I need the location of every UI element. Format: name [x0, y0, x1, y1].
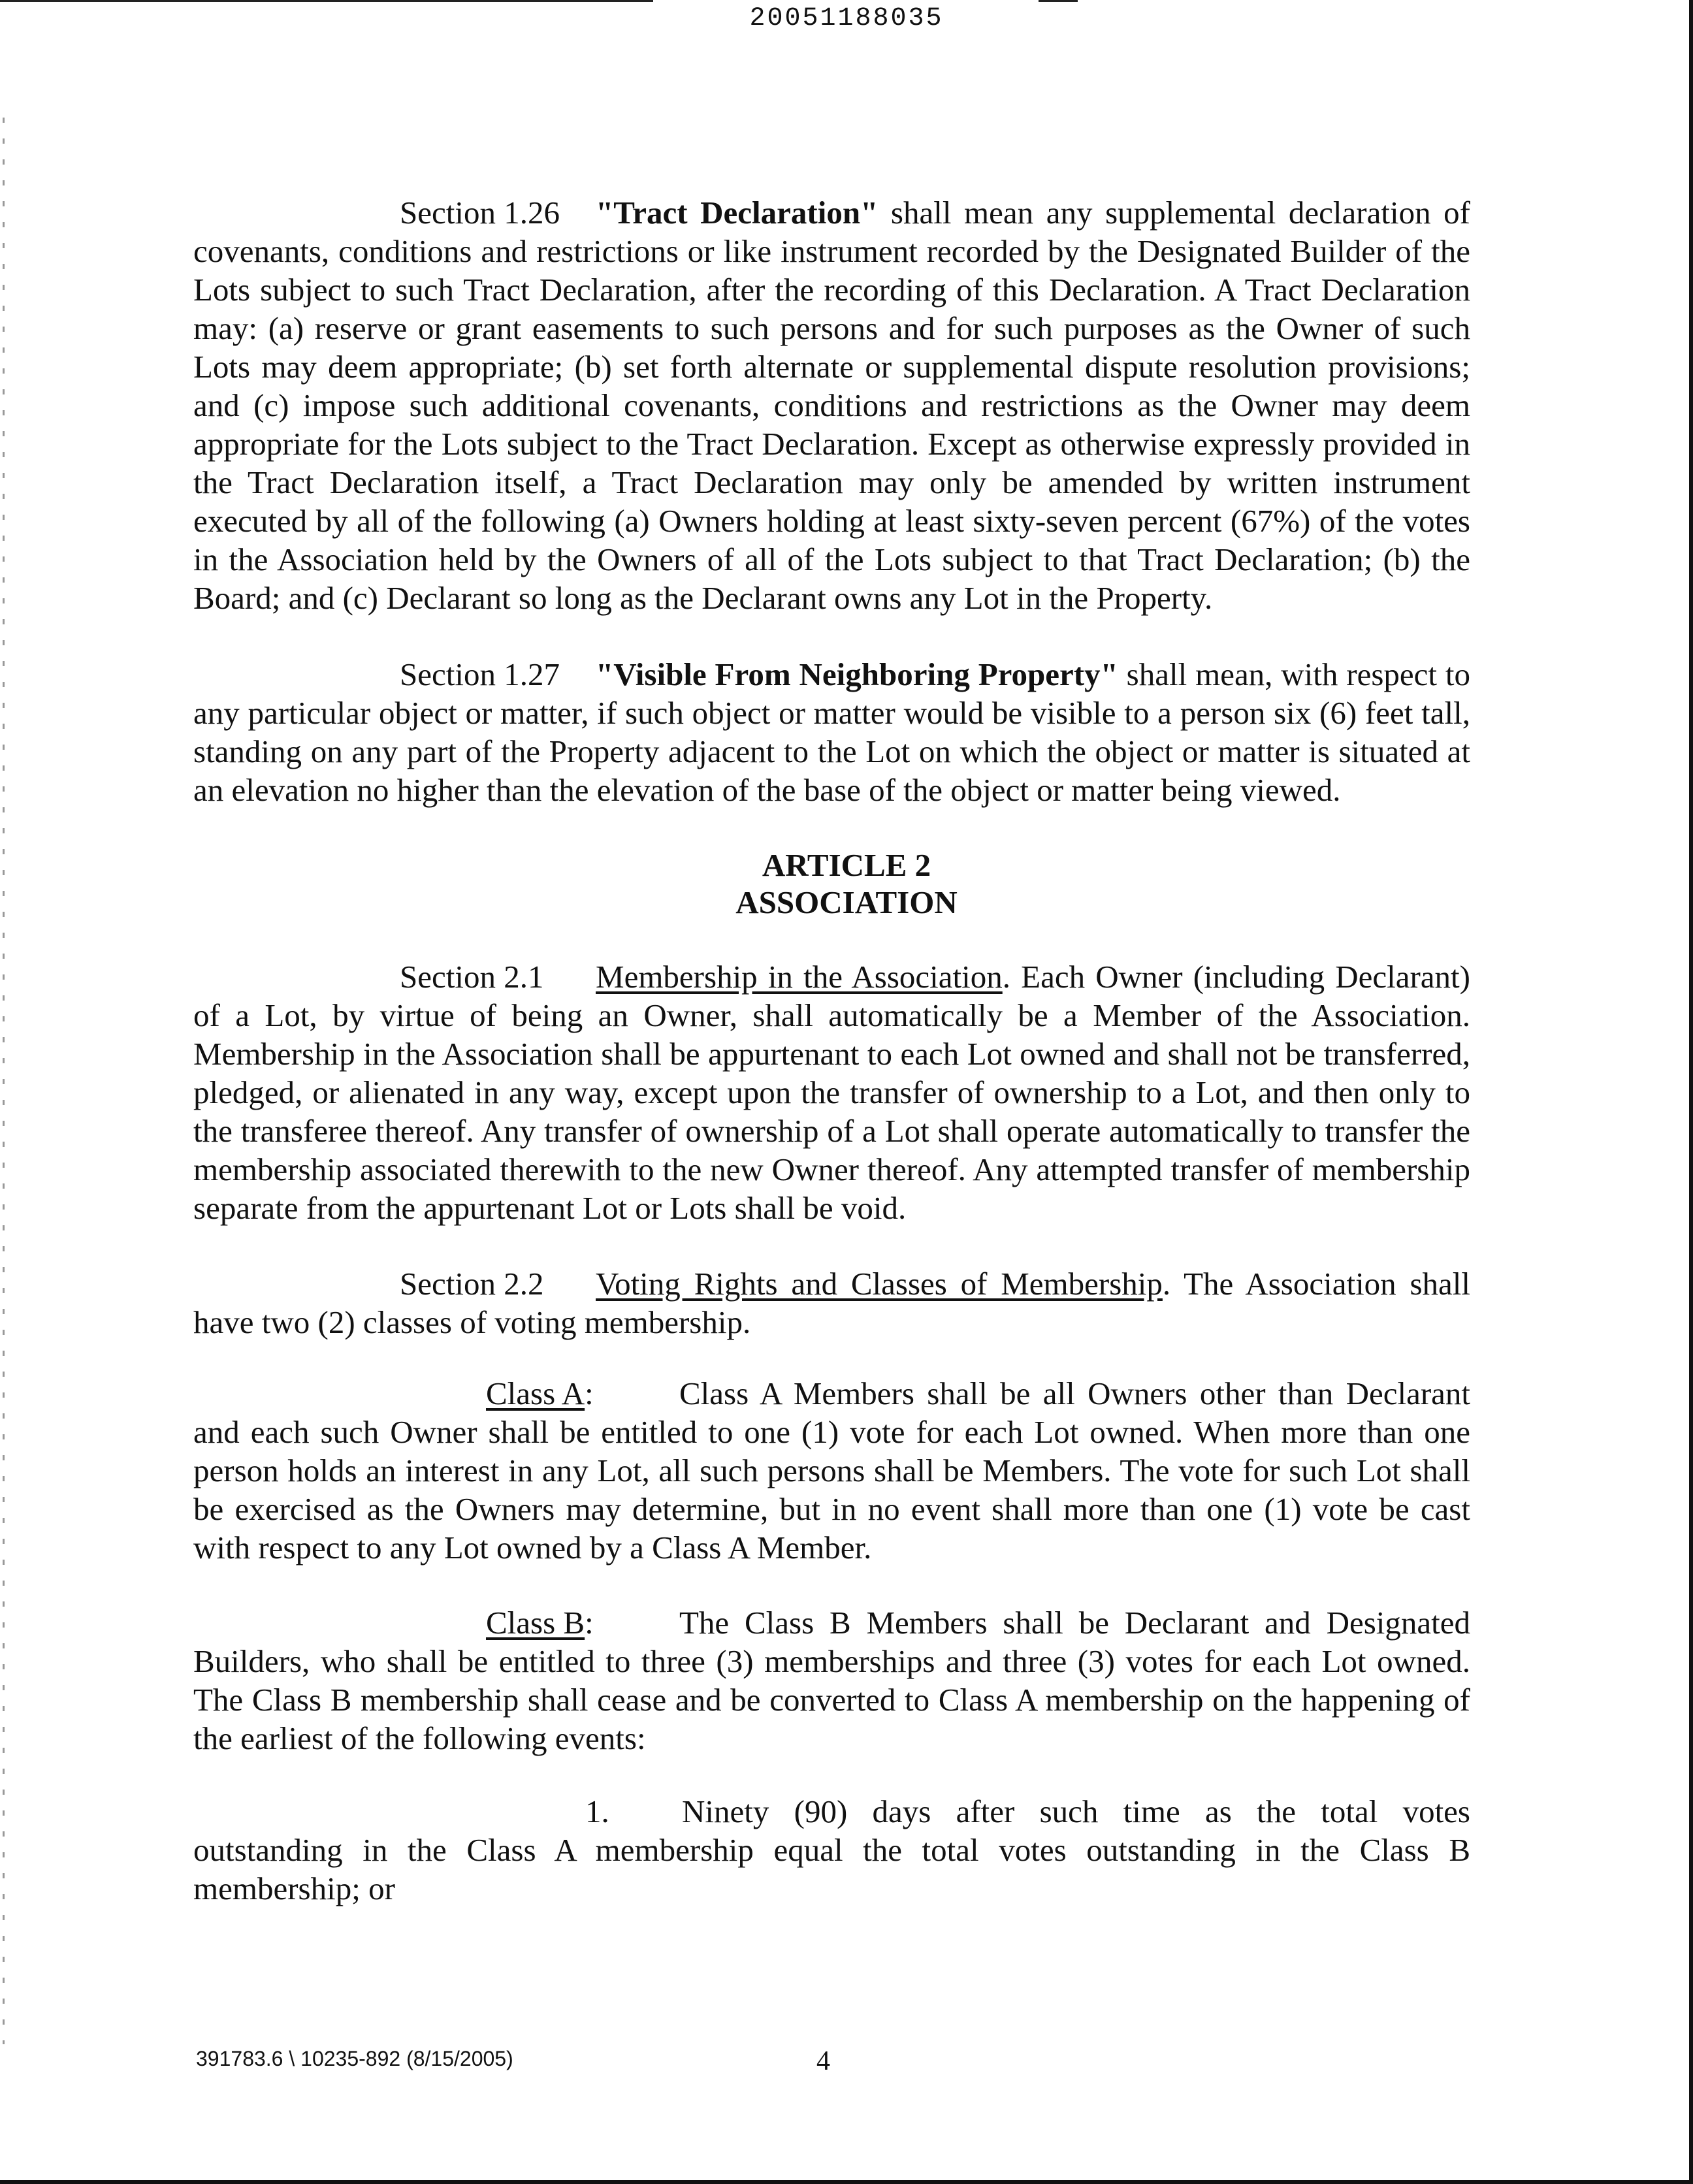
section-text: . The Association shall have two (2) classes of voting membership. — [193, 1266, 1471, 1340]
article-heading — [0, 846, 1693, 921]
section-label: Section 1.27 — [400, 656, 560, 692]
class-text: The Class B Members shall be Declarant and Designated Builders, who shall be entitled to three (3) memberships and three (3) votes for each Lot owned. The Class B membership shall cease and be converted to Class A membership on the happening of the earliest of the following events: — [193, 1605, 1470, 1756]
article-title: ASSOCIATION — [735, 884, 958, 920]
section-1-27 — [193, 655, 1470, 809]
section-text: shall mean any supplemental declaration of covenants, conditions and restrictions or like instrument recorded by the Designated Builder of the Lots subject to such Tract Declaration, after the recording of this Declaration. A Tract Declaration may: (a) reserve or grant easements to such persons and for such purposes as the Owner of such Lots may deem appropriate; (b) set forth alternate or supplemental dispute resolution provisions; and (c) impose such additional covenants, conditions and restrictions as the Owner may deem appropriate for the Lots subject to the Tract Declaration. Except as otherwise expressly provided in the Tract Declaration itself, a Tract Declaration may only be amended by written instrument executed by all of the following (a) Owners holding at least sixty-seven percent (67%) of the votes in the Association held by the Owners of all of the Lots subject to that Tract Declaration; (b) the Board; and (c) Declarant so long as the Declarant owns any Lot in the Property. — [193, 195, 1470, 616]
class-label: Class B — [486, 1605, 585, 1641]
page-number: 4 — [816, 2046, 830, 2076]
top-rule — [0, 0, 653, 2]
scan-edge-right — [1689, 0, 1693, 2184]
section-title: Voting Rights and Classes of Membership — [596, 1266, 1163, 1302]
class-b-membership: Class B: The Class B Members shall be Declarant and Designated Builders, who shall be entitled to three (3) memberships and three (3) votes for each Lot owned. The Class B membership shall cease and be converted to Class A membership on the happening of the earliest of the following events: — [193, 1605, 1470, 1756]
class-text: Class A Members shall be all Owners other than Declarant and each such Owner shall be entitled to one (1) vote for each Lot owned. When more than one person holds an interest in any Lot, all such persons shall be Members. The vote for such Lot shall be exercised as the Owners may determine, but in no event shall more than one (1) vote be cast with respect to any Lot owned by a Class A Member. — [193, 1375, 1470, 1566]
footer-document-id: 391783.6 \ 10235-892 (8/15/2005) — [196, 2047, 513, 2070]
list-number: 1. — [585, 1793, 609, 1829]
section-2-1 — [193, 957, 1470, 1227]
section-label: Section 2.1 — [400, 959, 544, 995]
article-number: ARTICLE 2 — [762, 847, 931, 883]
section-title: Membership in the Association — [596, 959, 1003, 995]
section-1-26 — [193, 193, 1470, 617]
list-text: Ninety (90) days after such time as the total votes outstanding in the Class A membership equal the total votes outstanding in the Class B membership; or — [193, 1793, 1470, 1906]
section-label: Section 1.26 — [400, 195, 560, 231]
section-label: Section 2.2 — [400, 1266, 544, 1302]
class-label: Class A — [486, 1375, 585, 1411]
defined-term: "Visible From Neighboring Property" — [596, 656, 1118, 692]
section-text: shall mean, with respect to any particular object or matter, if such object or matter would be visible to a person six (6) feet tall, standing on any part of the Property adjacent to the Lot on which the object or matter is situated at an elevation no higher than the elevation of the base of the object or matter being viewed. — [193, 656, 1470, 808]
section-text: . Each Owner (including Declarant) of a Lot, by virtue of being an Owner, shall automatically be a Member of the Association. Membership in the Association shall be appurtenant to each Lot owned and shall not be transferred, pledged, or alienated in any way, except upon the transfer of ownership to a Lot, and then only to the transferee thereof. Any transfer of ownership of a Lot shall operate automatically to transfer the membership associated therewith to the new Owner thereof. Any attempted transfer of membership separate from the appurtenant Lot or Lots shall be void. — [193, 959, 1470, 1226]
scan-margin-marks — [3, 118, 5, 2044]
recording-number: 20051188035 — [749, 4, 944, 33]
scan-edge-bottom — [0, 2180, 1693, 2184]
defined-term: "Tract Declaration" — [596, 195, 879, 231]
top-rule-fragment — [1039, 0, 1078, 2]
class-a-membership: Class A: Class A Members shall be all Owners other than Declarant and each such Owner shall be entitled to one (1) vote for each Lot owned. When more than one person holds an interest in any Lot, all such persons shall be Members. The vote for such Lot shall be exercised as the Owners may determine, but in no event shall more than one (1) vote be cast with respect to any Lot owned by a Class A Member. — [193, 1375, 1470, 1566]
section-2-2 — [193, 1264, 1470, 1341]
list-item-1 — [193, 1792, 1470, 1908]
